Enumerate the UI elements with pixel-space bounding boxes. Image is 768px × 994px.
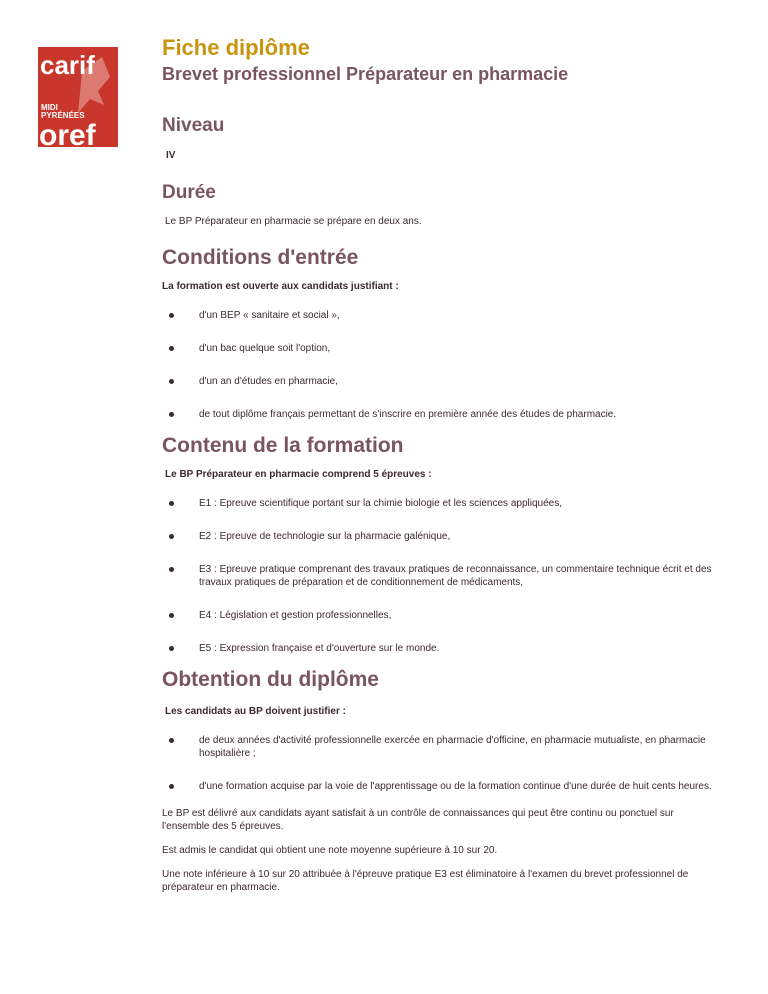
list-item: d'un BEP « sanitaire et social », bbox=[162, 309, 722, 322]
list-item: E4 : Législation et gestion professionnelles, bbox=[162, 609, 722, 622]
niveau-value: IV bbox=[166, 150, 176, 161]
list-item: d'un an d'études en pharmacie, bbox=[162, 375, 722, 388]
obtention-paragraph: Est admis le candidat qui obtient une note moyenne supérieure à 10 sur 20. bbox=[162, 845, 498, 856]
conditions-heading: Conditions d'entrée bbox=[162, 246, 359, 269]
page-subtitle: Brevet professionnel Préparateur en pharmacie bbox=[162, 64, 569, 84]
logo-line-2: PYRÉNÉES bbox=[41, 111, 85, 120]
obtention-paragraph: Une note inférieure à 10 sur 20 attribuée à l'épreuve pratique E3 est éliminatoire à l'examen du brevet professionnel de préparateur en pharmacie. bbox=[162, 869, 689, 893]
obtention-intro: Les candidats au BP doivent justifier : bbox=[165, 706, 346, 717]
list-item: E5 : Expression française et d'ouverture sur le monde. bbox=[162, 642, 722, 655]
list-item: d'un bac quelque soit l'option, bbox=[162, 342, 722, 355]
conditions-list bbox=[162, 309, 722, 421]
contenu-heading: Contenu de la formation bbox=[162, 434, 404, 457]
obtention-paragraph: Le BP est délivré aux candidats ayant satisfait à un contrôle de connaissances qui peut être continu ou ponctuel sur l'ensemble des 5 épreuves. bbox=[162, 808, 674, 832]
carif-oref-logo bbox=[38, 47, 118, 147]
page-title: Fiche diplôme bbox=[162, 35, 310, 60]
logo-bottom-text: oref bbox=[39, 119, 96, 147]
conditions-intro: La formation est ouverte aux candidats justifiant : bbox=[162, 281, 399, 292]
list-item: de tout diplôme français permettant de s'inscrire en première année des études de pharmacie. bbox=[162, 408, 722, 421]
obtention-list bbox=[162, 734, 722, 793]
list-item: de deux années d'activité professionnelle exercée en pharmacie d'officine, en pharmacie mutualiste, en pharmacie hospitalière ; bbox=[162, 734, 722, 760]
logo-top-text: carif bbox=[40, 50, 95, 80]
logo-line-1: MIDI bbox=[41, 103, 58, 112]
duree-heading: Durée bbox=[162, 182, 216, 203]
list-item: d'une formation acquise par la voie de l'apprentissage ou de la formation continue d'une durée de huit cents heures. bbox=[162, 780, 722, 793]
list-item: E1 : Epreuve scientifique portant sur la chimie biologie et les sciences appliquées, bbox=[162, 497, 722, 510]
list-item: E3 : Epreuve pratique comprenant des travaux pratiques de reconnaissance, un commentaire technique écrit et des travaux pratiques de préparation et de conditionnement de médicaments, bbox=[162, 563, 722, 589]
fiche-content bbox=[162, 34, 722, 894]
list-item: E2 : Epreuve de technologie sur la pharmacie galénique, bbox=[162, 530, 722, 543]
obtention-heading: Obtention du diplôme bbox=[162, 668, 379, 691]
contenu-list bbox=[162, 497, 722, 655]
contenu-intro: Le BP Préparateur en pharmacie comprend 5 épreuves : bbox=[165, 469, 432, 480]
duree-text: Le BP Préparateur en pharmacie se prépare en deux ans. bbox=[165, 216, 422, 227]
niveau-heading: Niveau bbox=[162, 115, 225, 136]
